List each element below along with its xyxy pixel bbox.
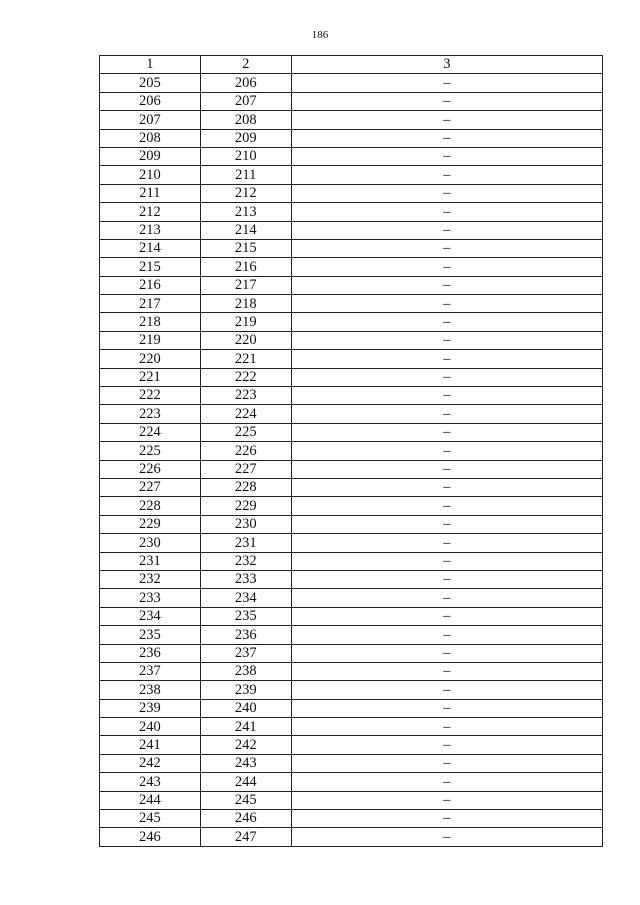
table-cell-col-1: 238 bbox=[100, 681, 201, 699]
table-cell-col-2: 215 bbox=[200, 239, 291, 257]
column-header-3: 3 bbox=[291, 56, 602, 74]
table-cell-col-2: 240 bbox=[200, 699, 291, 717]
table-cell-col-2: 245 bbox=[200, 791, 291, 809]
table-row bbox=[100, 442, 603, 460]
table-row bbox=[100, 699, 603, 717]
table-row bbox=[100, 184, 603, 202]
table-cell-col-1: 218 bbox=[100, 313, 201, 331]
table-body bbox=[100, 74, 603, 846]
table-row bbox=[100, 644, 603, 662]
table-row bbox=[100, 497, 603, 515]
table-cell-col-2: 220 bbox=[200, 331, 291, 349]
table-cell-col-3: – bbox=[291, 607, 602, 625]
table-row bbox=[100, 828, 603, 846]
table-cell-col-2: 246 bbox=[200, 810, 291, 828]
table-cell-col-3: – bbox=[291, 166, 602, 184]
table-cell-col-3: – bbox=[291, 754, 602, 772]
table-cell-col-1: 205 bbox=[100, 74, 201, 92]
table-row bbox=[100, 607, 603, 625]
table-cell-col-1: 230 bbox=[100, 534, 201, 552]
table-cell-col-1: 236 bbox=[100, 644, 201, 662]
table-cell-col-3: – bbox=[291, 295, 602, 313]
table-cell-col-1: 246 bbox=[100, 828, 201, 846]
table-cell-col-3: – bbox=[291, 589, 602, 607]
table-cell-col-2: 209 bbox=[200, 129, 291, 147]
table-cell-col-1: 228 bbox=[100, 497, 201, 515]
table-row bbox=[100, 276, 603, 294]
table-cell-col-2: 237 bbox=[200, 644, 291, 662]
table-cell-col-3: – bbox=[291, 791, 602, 809]
table-cell-col-3: – bbox=[291, 92, 602, 110]
table-row bbox=[100, 570, 603, 588]
table-row bbox=[100, 313, 603, 331]
table-cell-col-1: 229 bbox=[100, 515, 201, 533]
table-row bbox=[100, 810, 603, 828]
table-row bbox=[100, 791, 603, 809]
table-cell-col-2: 231 bbox=[200, 534, 291, 552]
table-cell-col-3: – bbox=[291, 313, 602, 331]
data-table bbox=[99, 55, 603, 847]
table-cell-col-2: 232 bbox=[200, 552, 291, 570]
page-number: 186 bbox=[311, 29, 329, 41]
table-cell-col-1: 225 bbox=[100, 442, 201, 460]
table-cell-col-3: – bbox=[291, 74, 602, 92]
table-cell-col-1: 243 bbox=[100, 773, 201, 791]
table-cell-col-1: 234 bbox=[100, 607, 201, 625]
table-cell-col-1: 226 bbox=[100, 460, 201, 478]
table-row bbox=[100, 147, 603, 165]
table-cell-col-1: 221 bbox=[100, 368, 201, 386]
table-cell-col-1: 220 bbox=[100, 350, 201, 368]
table-cell-col-3: – bbox=[291, 368, 602, 386]
table-cell-col-2: 212 bbox=[200, 184, 291, 202]
table-cell-col-3: – bbox=[291, 423, 602, 441]
table-cell-col-3: – bbox=[291, 552, 602, 570]
table-cell-col-2: 233 bbox=[200, 570, 291, 588]
table-cell-col-2: 247 bbox=[200, 828, 291, 846]
table-cell-col-3: – bbox=[291, 662, 602, 680]
table-cell-col-2: 221 bbox=[200, 350, 291, 368]
table-cell-col-2: 242 bbox=[200, 736, 291, 754]
table-cell-col-2: 213 bbox=[200, 203, 291, 221]
table-cell-col-2: 238 bbox=[200, 662, 291, 680]
table-cell-col-3: – bbox=[291, 736, 602, 754]
table-cell-col-3: – bbox=[291, 699, 602, 717]
table-cell-col-3: – bbox=[291, 626, 602, 644]
table-cell-col-1: 216 bbox=[100, 276, 201, 294]
table-cell-col-1: 210 bbox=[100, 166, 201, 184]
table-cell-col-2: 226 bbox=[200, 442, 291, 460]
table-row bbox=[100, 589, 603, 607]
column-header-1: 1 bbox=[100, 56, 201, 74]
table-cell-col-1: 242 bbox=[100, 754, 201, 772]
table-row bbox=[100, 111, 603, 129]
table-cell-col-3: – bbox=[291, 239, 602, 257]
table-row bbox=[100, 515, 603, 533]
table-cell-col-2: 208 bbox=[200, 111, 291, 129]
table-cell-col-3: – bbox=[291, 460, 602, 478]
table-cell-col-1: 227 bbox=[100, 478, 201, 496]
table-cell-col-2: 211 bbox=[200, 166, 291, 184]
table-cell-col-2: 229 bbox=[200, 497, 291, 515]
table-cell-col-3: – bbox=[291, 387, 602, 405]
table-cell-col-1: 240 bbox=[100, 718, 201, 736]
table-cell-col-3: – bbox=[291, 570, 602, 588]
table-row bbox=[100, 754, 603, 772]
table-row bbox=[100, 203, 603, 221]
table-cell-col-2: 225 bbox=[200, 423, 291, 441]
table-cell-col-3: – bbox=[291, 534, 602, 552]
table-cell-col-3: – bbox=[291, 442, 602, 460]
table-cell-col-3: – bbox=[291, 111, 602, 129]
table-cell-col-3: – bbox=[291, 681, 602, 699]
table-cell-col-3: – bbox=[291, 773, 602, 791]
table-row bbox=[100, 478, 603, 496]
table-cell-col-3: – bbox=[291, 644, 602, 662]
table-row bbox=[100, 221, 603, 239]
table-cell-col-2: 234 bbox=[200, 589, 291, 607]
table-row bbox=[100, 662, 603, 680]
table-cell-col-2: 236 bbox=[200, 626, 291, 644]
table-row bbox=[100, 534, 603, 552]
table-cell-col-2: 219 bbox=[200, 313, 291, 331]
table-row bbox=[100, 736, 603, 754]
table-row bbox=[100, 387, 603, 405]
table-cell-col-1: 233 bbox=[100, 589, 201, 607]
table-cell-col-1: 214 bbox=[100, 239, 201, 257]
table-row bbox=[100, 405, 603, 423]
table-cell-col-1: 244 bbox=[100, 791, 201, 809]
column-header-2: 2 bbox=[200, 56, 291, 74]
table-cell-col-3: – bbox=[291, 515, 602, 533]
table-cell-col-1: 207 bbox=[100, 111, 201, 129]
table-cell-col-3: – bbox=[291, 221, 602, 239]
table-cell-col-2: 224 bbox=[200, 405, 291, 423]
table-cell-col-2: 216 bbox=[200, 258, 291, 276]
table-cell-col-1: 217 bbox=[100, 295, 201, 313]
table-cell-col-2: 227 bbox=[200, 460, 291, 478]
table-cell-col-1: 239 bbox=[100, 699, 201, 717]
table-row bbox=[100, 773, 603, 791]
table-cell-col-3: – bbox=[291, 276, 602, 294]
table-cell-col-2: 217 bbox=[200, 276, 291, 294]
table-row bbox=[100, 239, 603, 257]
table-row bbox=[100, 331, 603, 349]
table-cell-col-1: 211 bbox=[100, 184, 201, 202]
table-row bbox=[100, 74, 603, 92]
table-cell-col-1: 213 bbox=[100, 221, 201, 239]
table-cell-col-2: 244 bbox=[200, 773, 291, 791]
table-row bbox=[100, 368, 603, 386]
table-cell-col-3: – bbox=[291, 258, 602, 276]
table-cell-col-1: 219 bbox=[100, 331, 201, 349]
table-row bbox=[100, 295, 603, 313]
table-cell-col-2: 239 bbox=[200, 681, 291, 699]
table-row bbox=[100, 129, 603, 147]
table-cell-col-3: – bbox=[291, 718, 602, 736]
table-row bbox=[100, 92, 603, 110]
table-cell-col-2: 241 bbox=[200, 718, 291, 736]
table-cell-col-3: – bbox=[291, 405, 602, 423]
table-row bbox=[100, 718, 603, 736]
table-cell-col-1: 222 bbox=[100, 387, 201, 405]
table-cell-col-3: – bbox=[291, 331, 602, 349]
table-row bbox=[100, 460, 603, 478]
table-cell-col-2: 223 bbox=[200, 387, 291, 405]
table-row bbox=[100, 350, 603, 368]
table-cell-col-1: 235 bbox=[100, 626, 201, 644]
table-cell-col-1: 232 bbox=[100, 570, 201, 588]
table-cell-col-1: 209 bbox=[100, 147, 201, 165]
table-cell-col-3: – bbox=[291, 478, 602, 496]
table-row bbox=[100, 166, 603, 184]
table-cell-col-1: 237 bbox=[100, 662, 201, 680]
table-cell-col-1: 245 bbox=[100, 810, 201, 828]
table-cell-col-2: 218 bbox=[200, 295, 291, 313]
table-row bbox=[100, 681, 603, 699]
table-cell-col-2: 214 bbox=[200, 221, 291, 239]
table-row bbox=[100, 423, 603, 441]
table-cell-col-3: – bbox=[291, 147, 602, 165]
table-cell-col-3: – bbox=[291, 810, 602, 828]
table-header-row bbox=[100, 56, 603, 74]
table-cell-col-1: 223 bbox=[100, 405, 201, 423]
table-row bbox=[100, 626, 603, 644]
table-cell-col-1: 224 bbox=[100, 423, 201, 441]
table-cell-col-2: 230 bbox=[200, 515, 291, 533]
table-cell-col-3: – bbox=[291, 184, 602, 202]
table-cell-col-1: 241 bbox=[100, 736, 201, 754]
table-cell-col-1: 231 bbox=[100, 552, 201, 570]
table-cell-col-3: – bbox=[291, 203, 602, 221]
table-row bbox=[100, 552, 603, 570]
table-cell-col-3: – bbox=[291, 129, 602, 147]
table-row bbox=[100, 258, 603, 276]
table-cell-col-2: 235 bbox=[200, 607, 291, 625]
table-cell-col-1: 215 bbox=[100, 258, 201, 276]
table-cell-col-2: 228 bbox=[200, 478, 291, 496]
table-cell-col-1: 212 bbox=[100, 203, 201, 221]
table-cell-col-3: – bbox=[291, 497, 602, 515]
table-cell-col-3: – bbox=[291, 828, 602, 846]
table-cell-col-1: 208 bbox=[100, 129, 201, 147]
table-cell-col-3: – bbox=[291, 350, 602, 368]
table-cell-col-2: 210 bbox=[200, 147, 291, 165]
table-cell-col-2: 206 bbox=[200, 74, 291, 92]
table-cell-col-2: 207 bbox=[200, 92, 291, 110]
table-cell-col-1: 206 bbox=[100, 92, 201, 110]
table-cell-col-2: 222 bbox=[200, 368, 291, 386]
table-cell-col-2: 243 bbox=[200, 754, 291, 772]
